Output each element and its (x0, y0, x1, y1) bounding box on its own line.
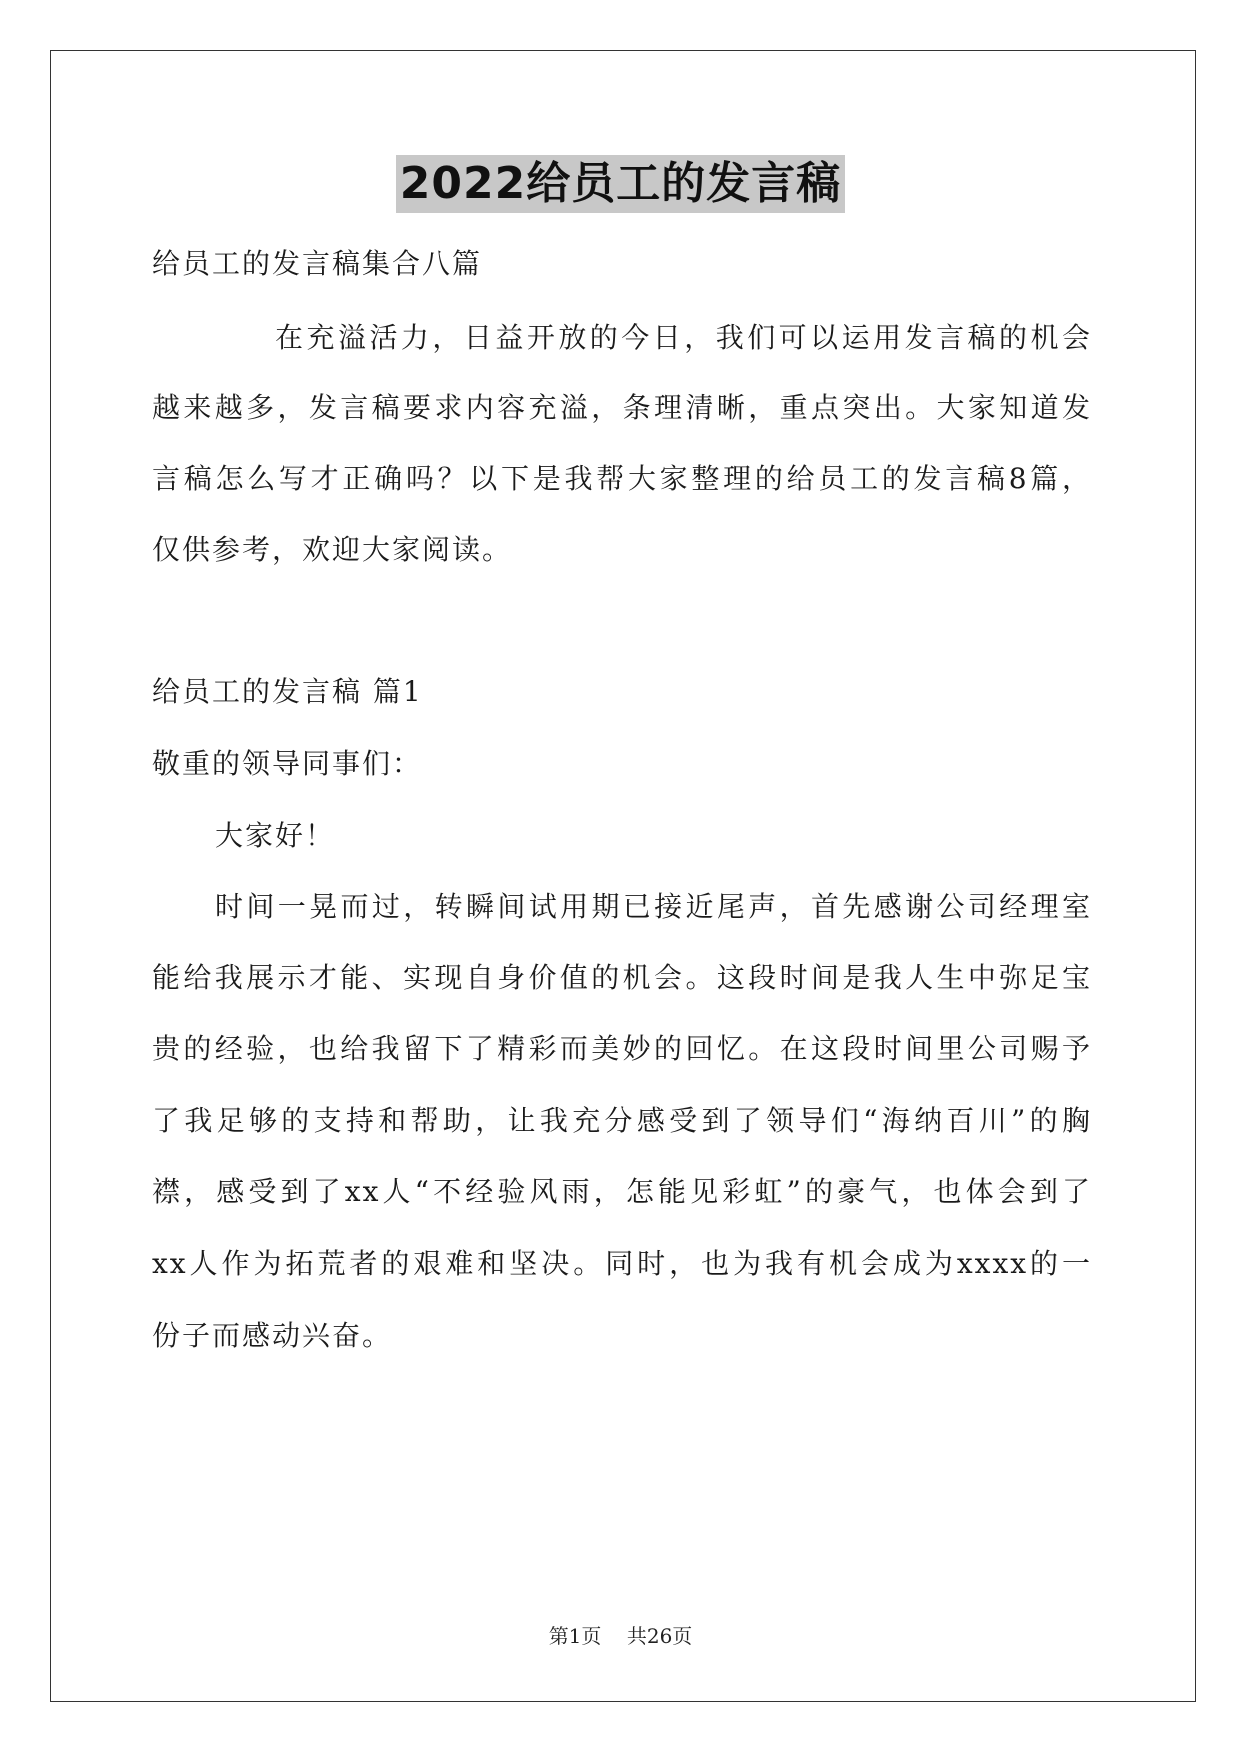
intro-line-2: 越来越多，发言稿要求内容充溢，条理清晰，重点突出。大家知道发 (152, 391, 1092, 424)
body-line-7: 份子而感动兴奋。 (152, 1319, 393, 1352)
page-footer (0, 1622, 1241, 1650)
document-subtitle: 给员工的发言稿集合八篇 (152, 247, 483, 280)
intro-line-4: 仅供参考，欢迎大家阅读。 (152, 533, 513, 566)
section-heading: 给员工的发言稿 篇1 (152, 675, 423, 708)
page-total: 共26页 (626, 1624, 693, 1648)
page-number: 第1页 (548, 1624, 602, 1648)
greeting: 大家好！ (215, 819, 336, 852)
body-line-6: xx人作为拓荒者的艰难和坚决。同时，也为我有机会成为xxxx的一 (152, 1247, 1092, 1280)
page-border (50, 50, 1196, 1702)
body-line-2: 能给我展示才能、实现自身价值的机会。这段时间是我人生中弥足宝 (152, 961, 1092, 994)
body-line-5: 襟，感受到了xx人“不经验风雨，怎能见彩虹”的豪气，也体会到了 (152, 1175, 1092, 1208)
title-container (0, 155, 1241, 213)
document-title: 2022给员工的发言稿 (396, 155, 845, 213)
intro-line-1: 在充溢活力，日益开放的今日，我们可以运用发言稿的机会 (275, 321, 1092, 354)
intro-line-3: 言稿怎么写才正确吗？以下是我帮大家整理的给员工的发言稿8篇， (152, 462, 1092, 495)
salutation: 敬重的领导同事们： (152, 747, 423, 780)
body-line-1: 时间一晃而过，转瞬间试用期已接近尾声，首先感谢公司经理室 (215, 890, 1092, 923)
body-line-4: 了我足够的支持和帮助，让我充分感受到了领导们“海纳百川”的胸 (152, 1104, 1092, 1137)
body-line-3: 贵的经验，也给我留下了精彩而美妙的回忆。在这段时间里公司赐予 (152, 1032, 1092, 1065)
